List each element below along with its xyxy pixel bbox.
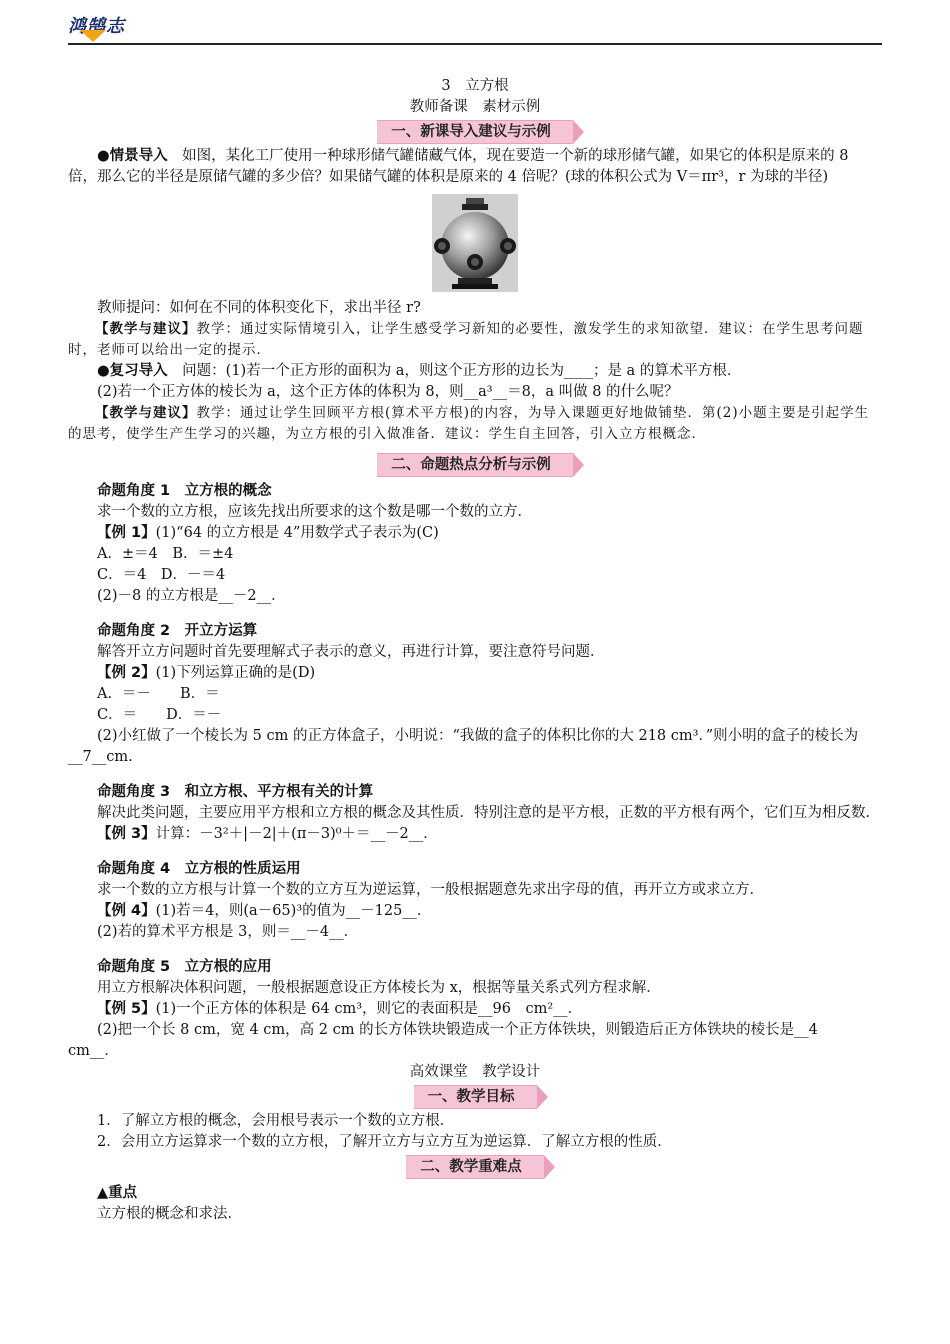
example-q2: (2)若的算术平方根是 3，则＝ bbox=[97, 924, 291, 940]
example-q2-end: ． bbox=[104, 1043, 119, 1059]
angle-title: 命题角度 4 立方根的性质运用 bbox=[97, 861, 301, 877]
advice-label: 【教学与建议】 bbox=[95, 321, 197, 337]
publisher-logo bbox=[68, 12, 146, 40]
example-label: 【例 4】 bbox=[97, 903, 156, 919]
example-q2-end: ． bbox=[271, 588, 286, 604]
answer-blank: ____ bbox=[563, 363, 593, 379]
angle-title: 命题角度 1 立方根的概念 bbox=[97, 483, 272, 499]
answer-blank: __－2__ bbox=[370, 826, 424, 842]
goal-item: 2．会用立方运算求一个数的立方根，了解开立方与立方互为逆运算．了解立方根的性质． bbox=[97, 1134, 672, 1150]
section-banner-hotspot: 二、命题热点分析与示例 bbox=[377, 453, 573, 477]
scene-label: ●情景导入 bbox=[97, 148, 168, 164]
example-q2-end: ． bbox=[343, 924, 359, 940]
example-label: 【例 5】 bbox=[97, 1001, 156, 1017]
logo-text: 鸿鹄志 bbox=[68, 16, 125, 37]
example-end: ． bbox=[423, 826, 438, 842]
example-text: (1)一个正方体的体积是 64 cm³，则它的表面积是 bbox=[155, 1001, 479, 1017]
review-question-1: 问题：(1)若一个正方形的面积为 a，则这个正方形的边长为 bbox=[167, 363, 564, 379]
section-banner-goals: 一、教学目标 bbox=[414, 1085, 537, 1109]
answer-blank: __4 cm__ bbox=[68, 1022, 833, 1059]
answer-blank: __a³__ bbox=[463, 384, 508, 400]
angle-text: 解决此类问题，主要应用平方根和立方根的概念及其性质．特别注意的是平方根，正数的平方根有两个，它们互为相反数． bbox=[97, 805, 880, 821]
example-options: A．＝－ B．＝ bbox=[97, 686, 220, 702]
scene-text: 如图，某化工厂使用一种球形储气罐储藏气体，现在要造一个新的球形储气罐，如果它的体积是原来的 8 倍，那么它的半径是原储气罐的多少倍？如果储气罐的体积是原来的 4 倍呢？(球的体积公式为 V＝πr³，r 为球的半径) bbox=[68, 148, 849, 185]
review-question-2: (2)若一个正方体的棱长为 a，这个正方体的体积为 8，则 bbox=[97, 384, 464, 400]
page-subtitle: 教师备课 素材示例 bbox=[409, 99, 541, 115]
example-text: (1)若＝4，则(a－65)³的值为 bbox=[155, 903, 346, 919]
review-question-2-end: ＝8，a 叫做 8 的什么呢？ bbox=[507, 384, 679, 400]
angle-text: 求一个数的立方根与计算一个数的立方互为逆运算，一般根据题意先求出字母的值，再开立方或求立方． bbox=[97, 882, 764, 898]
example-text: (1)下列运算正确的是(D) bbox=[155, 665, 316, 681]
key-text: 立方根的概念和求法． bbox=[97, 1206, 242, 1222]
advice-text: 教学：通过实际情境引入，让学生感受学习新知的必要性，激发学生的求知欲望．建议：在学生思考问题时，老师可以给出一定的提示． bbox=[68, 321, 864, 358]
answer-blank: __－4__ bbox=[290, 924, 344, 940]
header-divider bbox=[68, 43, 882, 45]
example-options: C．＝4 D．－＝4 bbox=[97, 567, 226, 583]
advice-label: 【教学与建议】 bbox=[95, 405, 197, 421]
answer-blank: __96 cm²__ bbox=[478, 1001, 568, 1017]
angle-title: 命题角度 3 和立方根、平方根有关的计算 bbox=[97, 784, 374, 800]
angle-title: 命题角度 2 开立方运算 bbox=[97, 623, 258, 639]
example-q2: (2)－8 的立方根是 bbox=[97, 588, 219, 604]
section-banner-intro: 一、新课导入建议与示例 bbox=[377, 120, 573, 144]
example-text: 计算：－3²＋|－2|＋(π－3)⁰＋＝ bbox=[155, 826, 371, 842]
example-label: 【例 1】 bbox=[97, 525, 156, 541]
example-options: C．＝ D．＝－ bbox=[97, 707, 222, 723]
key-label: ▲重点 bbox=[97, 1185, 138, 1201]
review-label: ●复习导入 bbox=[97, 363, 168, 379]
example-q2: (2)小红做了一个棱长为 5 cm 的正方体盒子，小明说：“我做的盒子的体积比你的大 218 cm³．”则小明的盒子的棱长为 bbox=[97, 728, 859, 744]
example-options: A．±＝4 B．＝±4 bbox=[97, 546, 234, 562]
section-banner-key-points: 二、教学重难点 bbox=[406, 1155, 544, 1179]
example-q2: (2)把一个长 8 cm，宽 4 cm，高 2 cm 的长方体铁块锻造成一个正方体铁块，则锻造后正方体铁块的棱长是 bbox=[97, 1022, 795, 1038]
example-end: ． bbox=[416, 903, 432, 919]
angle-text: 解答开立方问题时首先要理解式子表示的意义，再进行计算，要注意符号问题． bbox=[97, 644, 605, 660]
example-text: (1)“64 的立方根是 4”用数学式子表示为(C) bbox=[155, 525, 439, 541]
review-question-1-end: ；是 a 的算术平方根． bbox=[592, 363, 742, 379]
angle-title: 命题角度 5 立方根的应用 bbox=[97, 959, 272, 975]
example-label: 【例 2】 bbox=[97, 665, 156, 681]
example-end: ． bbox=[567, 1001, 583, 1017]
gas-tank-image bbox=[432, 194, 518, 292]
angle-text: 用立方根解决体积问题，一般根据题意设正方体棱长为 x，根据等量关系式列方程求解． bbox=[97, 980, 661, 996]
page-title: 3 立方根 bbox=[441, 78, 509, 94]
class-subtitle: 高效课堂 教学设计 bbox=[409, 1064, 541, 1080]
example-q2-end: cm. bbox=[106, 749, 133, 765]
logo-check-icon bbox=[80, 30, 106, 42]
goal-item: 1．了解立方根的概念，会用根号表示一个数的立方根． bbox=[97, 1113, 455, 1129]
advice-text: 教学：通过让学生回顾平方根(算术平方根)的内容，为导入课题更好地做铺垫．第(2)小题主要是引起学生的思考，使学生产生学习的兴趣，为立方根的引入做准备．建议：学生自主回答，引入立方根概念． bbox=[68, 405, 870, 442]
document-body bbox=[68, 76, 882, 1225]
answer-blank: __7__ bbox=[68, 749, 107, 765]
answer-blank: __－125__ bbox=[345, 903, 417, 919]
teacher-question: 教师提问：如何在不同的体积变化下，求出半径 r? bbox=[97, 300, 421, 316]
example-label: 【例 3】 bbox=[97, 826, 156, 842]
angle-text: 求一个数的立方根，应该先找出所要求的这个数是哪一个数的立方． bbox=[97, 504, 532, 520]
answer-blank: __－2__ bbox=[218, 588, 272, 604]
